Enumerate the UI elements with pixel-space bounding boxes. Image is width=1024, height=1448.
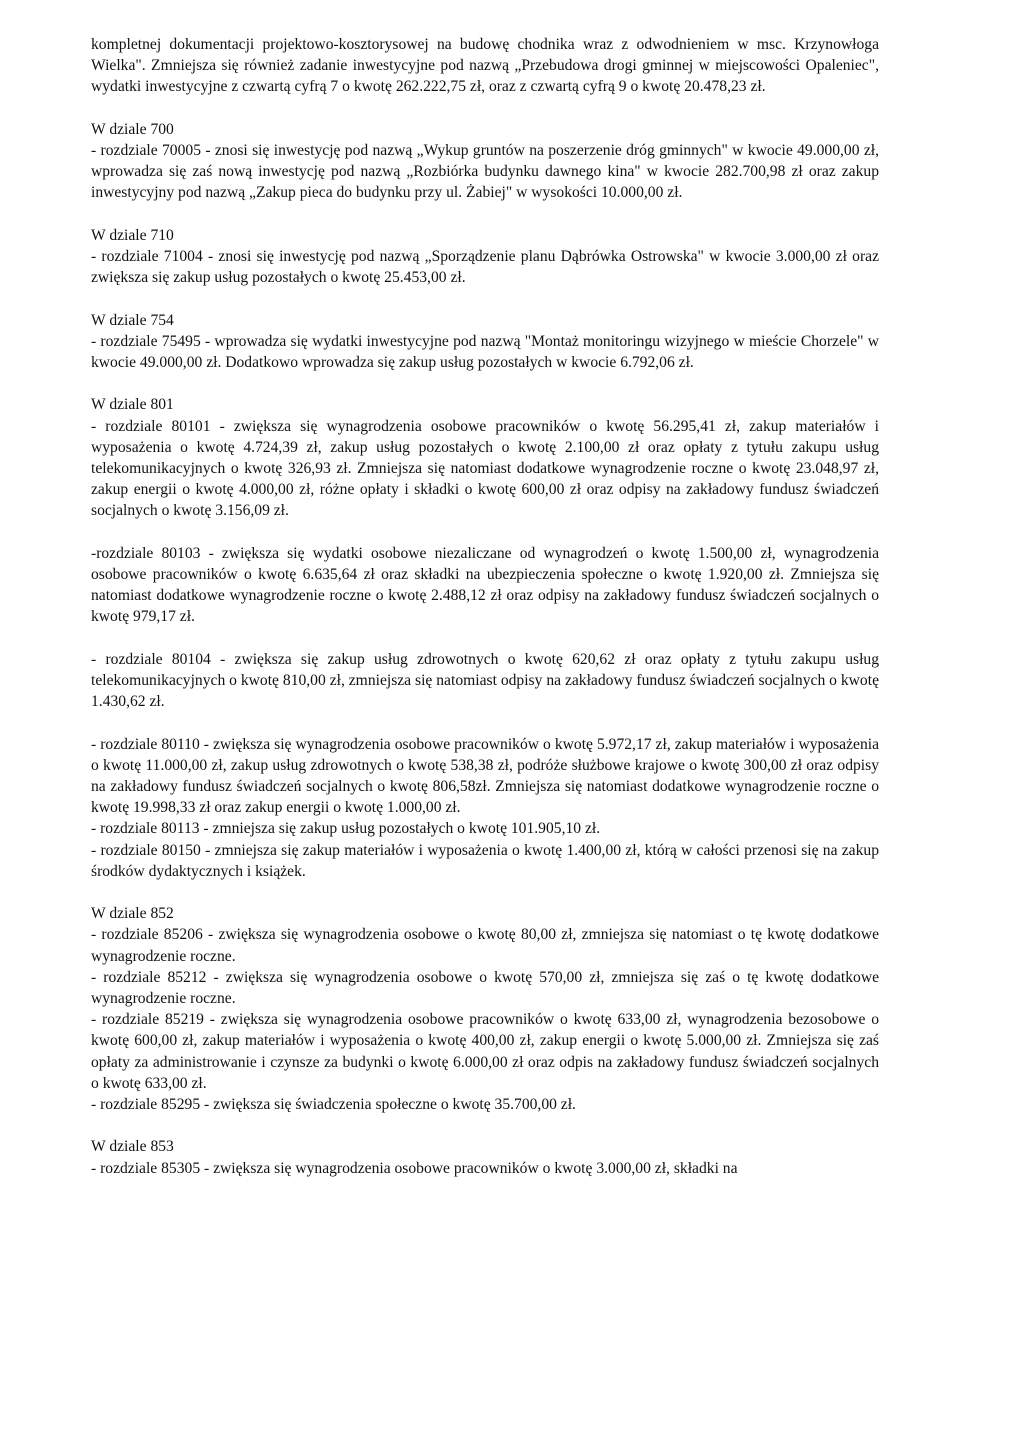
rozdzial-85295-paragraph: - rozdziale 85295 - zwiększa się świadczenia społeczne o kwotę 35.700,00 zł. [91, 1096, 576, 1114]
section-dzial-853 [91, 1136, 879, 1178]
section-dzial-710 [91, 225, 879, 289]
intro-paragraph: kompletnej dokumentacji projektowo-kosztorysowej na budowę chodnika wraz z odwodnieniem w msc. Krzynowłoga Wielka". Zmniejsza się również zadanie inwestycyjne pod nazwą „Przebudowa drogi gminnej w miejscowości Opaleniec", wydatki inwestycyjne z czwartą cyfrą 7 o kwotę 262.222,75 zł, oraz z czwartą cyfrą 9 o kwotę 20.478,23 zł. [91, 36, 879, 96]
rozdzial-80150-paragraph: - rozdziale 80150 - zmniejsza się zakup materiałów i wyposażenia o kwotę 1.400,00 zł, którą w całości przenosi się na zakup środków dydaktycznych i książek. [91, 841, 879, 880]
rozdzial-80103-paragraph: -rozdziale 80103 - zwiększa się wydatki osobowe niezaliczane od wynagrodzeń o kwotę 1.500,00 zł, wynagrodzenia osobowe pracowników o kwotę 6.635,64 zł oraz składki na ubezpieczenia społeczne o kwotę 1.920,00 zł. Zmniejsza się natomiast dodatkowe wynagrodzenie roczne o kwotę 2.488,12 zł oraz odpisy na zakładowy fundusz świadczeń socjalnych o kwotę 979,17 zł. [91, 544, 879, 626]
document-page [91, 34, 879, 1200]
section-heading: W dziale 710 [91, 226, 174, 244]
rozdzial-85219-paragraph: - rozdziale 85219 - zwiększa się wynagrodzenia osobowe pracowników o kwotę 633,00 zł, wynagrodzenia bezosobowe o kwotę 600,00 zł, zakup materiałów i wyposażenia o kwotę 400,00 zł, zakup energii o kwotę 5.000,00 zł. Zmniejsza się zaś opłaty za administrowanie i czynsze za budynki o kwotę 6.000,00 zł oraz odpis na zakładowy fundusz świadczeń socjalnych o kwotę 633,00 zł. [91, 1011, 879, 1092]
rozdzial-80110-block [91, 734, 879, 882]
rozdzial-85206-paragraph: - rozdziale 85206 - zwiększa się wynagrodzenia osobowe o kwotę 80,00 zł, zmniejsza się natomiast o tę kwotę dodatkowe wynagrodzenie roczne. [91, 926, 879, 965]
rozdzial-80110-paragraph: - rozdziale 80110 - zwiększa się wynagrodzenia osobowe pracowników o kwotę 5.972,17 zł, zakup materiałów i wyposażenia o kwotę 11.000,00 zł, zakup usług zdrowotnych o kwotę 538,38 zł, podróże służbowe krajowe o kwotę 300,00 zł oraz odpisy na zakładowy fundusz świadczeń socjalnych o kwotę 806,58zł. Zmniejsza się natomiast dodatkowe wynagrodzenie roczne o kwotę 19.998,33 zł oraz zakup energii o kwotę 1.000,00 zł. [91, 735, 879, 817]
section-heading: W dziale 754 [91, 311, 174, 329]
rozdzial-80103-block [91, 543, 879, 628]
section-heading: W dziale 853 [91, 1138, 174, 1156]
section-paragraph: - rozdziale 70005 - znosi się inwestycję pod nazwą „Wykup gruntów na poszerzenie dróg gminnych" w kwocie 49.000,00 zł, wprowadza się zaś nową inwestycję pod nazwą „Rozbiórka budynku dawnego kina" w kwocie 282.700,98 zł oraz zakup inwestycyjny pod nazwą „Zakup pieca do budynku przy ul. Żabiej" w wysokości 10.000,00 zł. [91, 142, 879, 202]
section-dzial-801 [91, 394, 879, 521]
section-heading: W dziale 801 [91, 396, 174, 414]
rozdzial-85212-paragraph: - rozdziale 85212 - zwiększa się wynagrodzenia osobowe o kwotę 570,00 zł, zmniejsza się zaś o tę kwotę dodatkowe wynagrodzenie roczne. [91, 968, 879, 1008]
section-paragraph: - rozdziale 75495 - wprowadza się wydatki inwestycyjne pod nazwą "Montaż monitoringu wizyjnego w mieście Chorzele" w kwocie 49.000,00 zł. Dodatkowo wprowadza się zakup usług pozostałych w kwocie 6.792,06 zł. [91, 332, 879, 371]
section-dzial-700 [91, 119, 879, 204]
section-heading: W dziale 700 [91, 120, 174, 138]
intro-block [91, 34, 879, 98]
rozdzial-80104-paragraph: - rozdziale 80104 - zwiększa się zakup usług zdrowotnych o kwotę 620,62 zł oraz opłaty z tytułu zakupu usług telekomunikacyjnych o kwotę 810,00 zł, zmniejsza się natomiast odpisy na zakładowy fundusz świadczeń socjalnych o kwotę 1.430,62 zł. [91, 650, 879, 711]
section-paragraph: - rozdziale 71004 - znosi się inwestycję pod nazwą „Sporządzenie planu Dąbrówka Ostrowska" w kwocie 3.000,00 zł oraz zwiększa się zakup usług pozostałych o kwotę 25.453,00 zł. [91, 248, 879, 287]
section-heading: W dziale 852 [91, 905, 174, 923]
section-dzial-852 [91, 903, 879, 1115]
section-dzial-754 [91, 310, 879, 374]
rozdzial-85305-paragraph: - rozdziale 85305 - zwiększa się wynagrodzenia osobowe pracowników o kwotę 3.000,00 zł, składki na [91, 1159, 738, 1177]
section-paragraph: - rozdziale 80101 - zwiększa się wynagrodzenia osobowe pracowników o kwotę 56.295,41 zł, zakup materiałów i wyposażenia o kwotę 4.724,39 zł, zakup usług pozostałych o kwotę 2.100,00 zł oraz opłaty z tytułu zakupu usług telekomunikacyjnych o kwotę 326,93 zł. Zmniejsza się natomiast dodatkowe wynagrodzenie roczne o kwotę 23.048,97 zł, zakup energii o kwotę 4.000,00 zł, różne opłaty i składki o kwotę 600,00 zł oraz odpisy na zakładowy fundusz świadczeń socjalnych o kwotę 3.156,09 zł. [91, 417, 879, 520]
rozdzial-80104-block [91, 649, 879, 713]
rozdzial-80113-paragraph: - rozdziale 80113 - zmniejsza się zakup usług pozostałych o kwotę 101.905,10 zł. [91, 820, 601, 838]
